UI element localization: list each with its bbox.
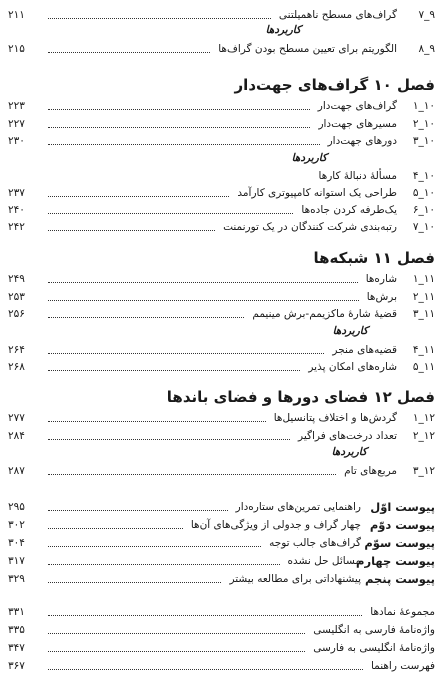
toc-entry [8, 133, 435, 149]
page-number: ۲۱۱ [8, 9, 25, 21]
section-title: شاره‌های امکان پذیر [308, 361, 397, 373]
toc-entry [8, 98, 435, 114]
toc-entry [8, 116, 435, 132]
section-title: گراف‌های جهت‌دار [317, 100, 397, 112]
dot-leader [48, 421, 266, 422]
page-number: ۳۱۷ [8, 555, 25, 567]
toc-entry [8, 410, 435, 426]
page-number: ۲۳۷ [8, 187, 25, 199]
chapter-heading: فصل ۱۲ فضای دورها و فضای باندها [166, 388, 435, 406]
toc-entry [8, 185, 435, 201]
toc-entry [8, 41, 435, 57]
appendix-entry [8, 535, 435, 551]
section-number: ۷_۱۰ [412, 221, 435, 233]
chapter-heading: فصل ۱۰ گراف‌های جهت‌دار [234, 76, 435, 94]
page-number: ۲۵۶ [8, 308, 25, 320]
toc-entry [8, 463, 435, 479]
subsection-heading: کاربردها [265, 24, 301, 36]
dot-leader [48, 300, 359, 301]
page-number: ۲۴۰ [8, 204, 25, 216]
section-title: الگوریتم برای تعیین مسطح بودن گراف‌ها [218, 43, 397, 55]
section-number: ۳_۱۱ [412, 308, 435, 320]
dot-leader [48, 213, 293, 214]
dot-leader [48, 18, 271, 19]
section-number: ۷_۹ [418, 9, 435, 21]
page-number: ۳۶۷ [8, 660, 25, 672]
section-title: یک‌طرفه کردن جاده‌ها [301, 204, 397, 216]
section-title: دورهای جهت‌دار [327, 135, 397, 147]
subsection-heading: کاربردها [291, 152, 327, 164]
dot-leader [48, 230, 215, 231]
section-title: گردش‌ها و اختلاف پتانسیل‌ها [273, 412, 397, 424]
dot-leader [48, 651, 305, 652]
chapter-heading: فصل ۱۱ شبکه‌ها [313, 249, 435, 267]
index-title: مجموعهٔ نمادها [370, 606, 435, 618]
section-number: ۱_۱۲ [412, 412, 435, 424]
appendix-title: مسائل حل نشده [287, 555, 361, 567]
dot-leader [48, 474, 336, 475]
dot-leader [48, 52, 210, 53]
section-title: تعداد درخت‌های فراگیر [298, 430, 397, 442]
toc-entry [8, 202, 435, 218]
dot-leader [48, 317, 244, 318]
dot-leader [48, 196, 229, 197]
page-number: ۲۲۷ [8, 118, 25, 130]
appendix-title: چهار گراف و جدولی از ویژگی‌های آن‌ها [190, 519, 361, 531]
section-title: مسیرهای جهت‌دار [318, 118, 397, 130]
index-title: واژه‌نامهٔ فارسی به انگلیسی [313, 624, 435, 636]
section-number: ۳_۱۲ [412, 465, 435, 477]
section-number: ۱_۱۰ [412, 100, 435, 112]
dot-leader [48, 127, 310, 128]
page-number: ۲۶۴ [8, 344, 25, 356]
page-number: ۳۰۲ [8, 519, 25, 531]
page-number: ۲۵۳ [8, 291, 25, 303]
dot-leader [48, 439, 290, 440]
dot-leader [48, 615, 362, 616]
index-title: فهرست راهنما [370, 660, 435, 672]
dot-leader [48, 582, 221, 583]
section-title: رتبه‌بندی شرکت کنندگان در یک تورنمنت [223, 221, 397, 233]
dot-leader [48, 669, 363, 670]
index-entry [8, 622, 435, 638]
dot-leader [48, 564, 280, 565]
page-number: ۲۶۸ [8, 361, 25, 373]
section-title: گراف‌های مسطح ناهمیلتنی [278, 9, 397, 21]
index-entry [8, 604, 435, 620]
section-title: قضیهٔ شارهٔ ماکزیمم-برش مینیمم [252, 308, 397, 320]
page-number: ۳۳۵ [8, 624, 25, 636]
dot-leader [48, 353, 324, 354]
toc-entry [8, 219, 435, 235]
page-number: ۲۸۷ [8, 465, 25, 477]
toc-entry [8, 306, 435, 322]
page-number: ۲۱۵ [8, 43, 25, 55]
subsection-heading: کاربردها [332, 325, 368, 337]
section-number: ۱_۱۱ [412, 273, 435, 285]
appendix-entry [8, 517, 435, 533]
index-title: واژه‌نامهٔ انگلیسی به فارسی [313, 642, 435, 654]
page-number: ۲۳۰ [8, 135, 25, 147]
section-title: قضیه‌های منجر [332, 344, 397, 356]
page-number: ۲۷۷ [8, 412, 25, 424]
toc-entry [8, 428, 435, 444]
page-number: ۳۰۴ [8, 537, 25, 549]
section-number: ۵_۱۰ [412, 187, 435, 199]
dot-leader [48, 282, 358, 283]
toc-entry [8, 271, 435, 287]
appendix-label: پیوست سوّم [364, 536, 435, 550]
appendix-label: پیوست دوّم [369, 518, 435, 532]
appendix-entry [8, 499, 435, 515]
appendix-title: راهنمایی تمرین‌های ستاره‌دار [235, 501, 361, 513]
dot-leader [48, 370, 300, 371]
section-title: طراحی یک استوانه کامپیوتری کارآمد [237, 187, 397, 199]
dot-leader [48, 109, 310, 110]
dot-leader [48, 633, 305, 634]
appendix-label: پیوست پنجم [364, 572, 435, 586]
section-title: برش‌ها [366, 291, 397, 303]
section-number: ۲_۱۱ [412, 291, 435, 303]
page-number: ۲۴۲ [8, 221, 25, 233]
appendix-entry [8, 553, 435, 569]
toc-entry [8, 289, 435, 305]
toc-entry [8, 342, 435, 358]
dot-leader [48, 144, 320, 145]
index-entry [8, 640, 435, 656]
section-number: ۵_۱۱ [412, 361, 435, 373]
appendix-label: پیوست اوّل [370, 500, 435, 514]
section-title: شاره‌ها [365, 273, 397, 285]
section-number: ۴_۱۱ [412, 344, 435, 356]
section-number: ۲_۱۲ [412, 430, 435, 442]
toc-entry [8, 7, 435, 23]
page-number: ۳۳۱ [8, 606, 25, 618]
dot-leader [48, 510, 228, 511]
section-number: ۸_۹ [418, 43, 435, 55]
section-number: ۲_۱۰ [412, 118, 435, 130]
index-entry [8, 658, 435, 674]
page-number: ۳۴۷ [8, 642, 25, 654]
dot-leader [48, 546, 261, 547]
section-number: ۶_۱۰ [412, 204, 435, 216]
toc-entry [8, 168, 435, 184]
appendix-title: پیشنهاداتی برای مطالعه بیشتر [229, 573, 361, 585]
page-number: ۲۹۵ [8, 501, 25, 513]
page-number: ۲۸۴ [8, 430, 25, 442]
dot-leader [48, 528, 183, 529]
section-number: ۳_۱۰ [412, 135, 435, 147]
appendix-title: گراف‌های جالب توجه [269, 537, 361, 549]
page-number: ۲۲۳ [8, 100, 25, 112]
section-number: ۴_۱۰ [412, 170, 435, 182]
page-number: ۲۴۹ [8, 273, 25, 285]
subsection-heading: کاربردها [331, 446, 367, 458]
appendix-entry [8, 571, 435, 587]
page-number: ۳۲۹ [8, 573, 25, 585]
section-title: مربع‌های تام [344, 465, 397, 477]
section-title: مسألهٔ دنبالهٔ کارها [318, 170, 397, 182]
appendix-label: پیوست چهارم [356, 554, 435, 568]
toc-entry [8, 359, 435, 375]
